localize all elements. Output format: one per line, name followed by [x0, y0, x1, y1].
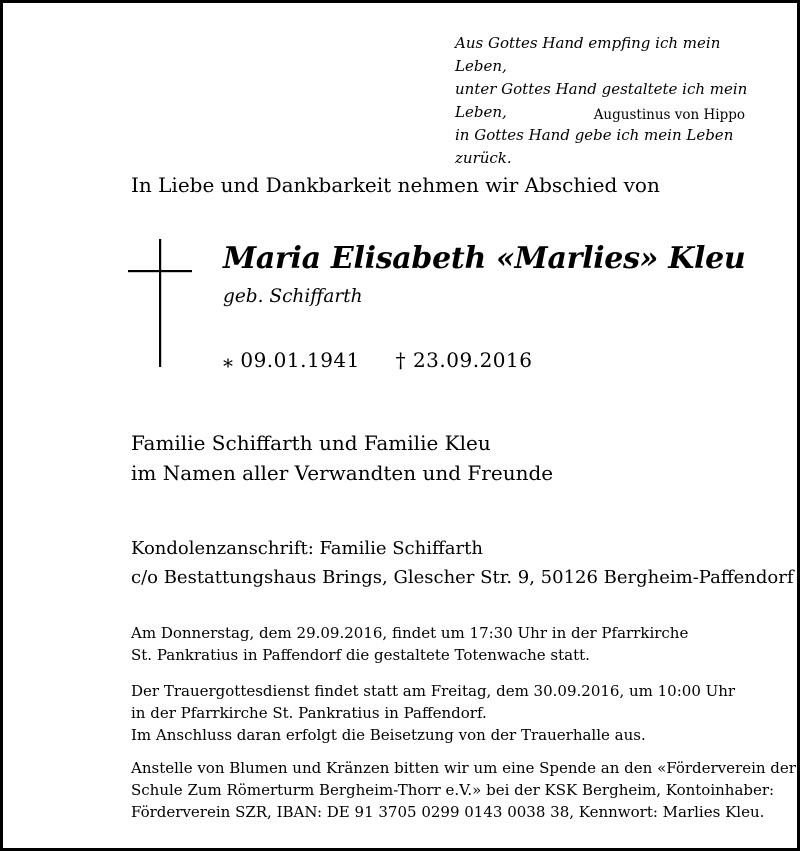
cross-icon	[128, 239, 192, 367]
wake-paragraph	[131, 622, 688, 666]
paragraph-line: in der Pfarrkirche St. Pankratius in Paffendorf.	[131, 704, 487, 722]
paragraph-line: Förderverein SZR, IBAN: DE 91 3705 0299 0143 0038 38, Kennwort: Marlies Kleu.	[131, 803, 765, 821]
paragraph-line: Schule Zum Römerturm Bergheim-Thorr e.V.» bei der KSK Bergheim, Kontoinhaber:	[131, 781, 775, 799]
death-date: † 23.09.2016	[395, 348, 533, 372]
motto-line: Aus Gottes Hand empfing ich mein Leben,	[455, 34, 721, 75]
paragraph-line: Anstelle von Blumen und Kränzen bitten wir um eine Spende an den «Förderverein der	[131, 759, 796, 777]
paragraph-line: Der Trauergottesdienst findet statt am Freitag, dem 30.09.2016, um 10:00 Uhr	[131, 682, 736, 700]
donation-paragraph	[131, 757, 796, 823]
condolence-address	[131, 534, 794, 592]
motto-line: unter Gottes Hand gestaltete ich mein Leben,	[455, 80, 748, 121]
family-signature	[131, 428, 553, 488]
deceased-name: Maria Elisabeth «Marlies» Kleu	[223, 241, 746, 276]
family-line: Familie Schiffarth und Familie Kleu	[131, 431, 491, 455]
birth-date: ⁎ 09.01.1941	[223, 348, 360, 372]
address-line: Kondolenzanschrift: Familie Schiffarth	[131, 538, 483, 559]
funeral-paragraph	[131, 680, 735, 746]
maiden-name: geb. Schiffarth	[223, 286, 363, 307]
motto-author: Augustinus von Hippo	[593, 107, 745, 123]
paragraph-line: Im Anschluss daran erfolgt die Beisetzung von der Trauerhalle aus.	[131, 726, 646, 744]
life-dates	[223, 348, 532, 372]
family-line: im Namen aller Verwandten und Freunde	[131, 461, 554, 485]
motto-quote	[455, 32, 755, 170]
paragraph-line: Am Donnerstag, dem 29.09.2016, findet um 17:30 Uhr in der Pfarrkirche	[131, 624, 689, 642]
paragraph-line: St. Pankratius in Paffendorf die gestaltete Totenwache statt.	[131, 646, 590, 664]
motto-line: in Gottes Hand gebe ich mein Leben zurück.	[455, 126, 734, 167]
intro-text: In Liebe und Dankbarkeit nehmen wir Abschied von	[131, 173, 660, 197]
address-line: c/o Bestattungshaus Brings, Glescher Str. 9, 50126 Bergheim-Paffendorf	[131, 567, 794, 588]
